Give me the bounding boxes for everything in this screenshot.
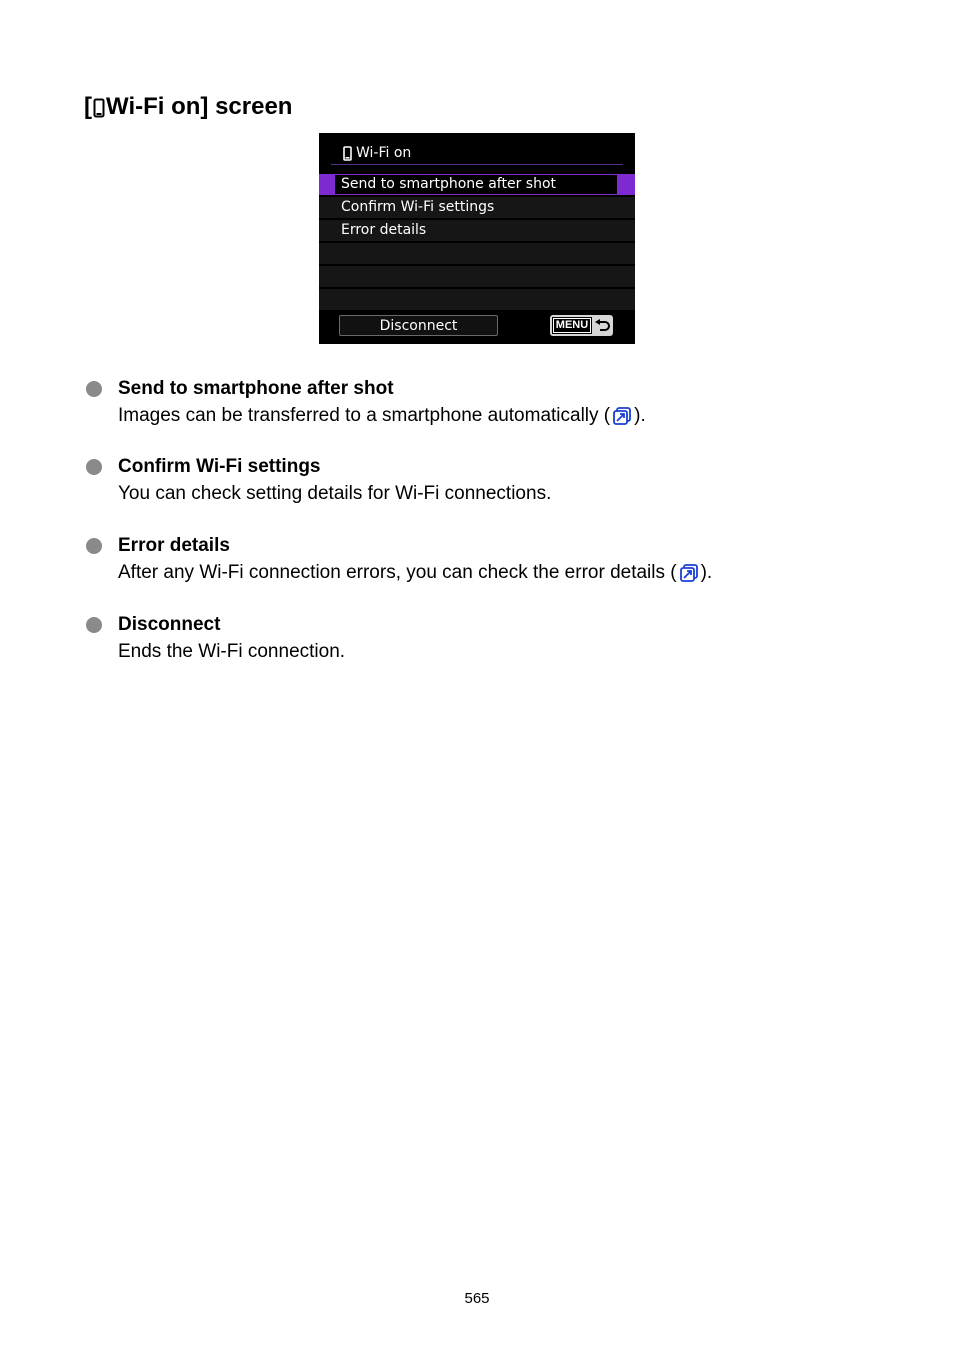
item-description [118,560,712,586]
menu-item-empty [319,289,635,312]
camera-screen-footer [319,310,635,344]
menu-item-empty [319,266,635,289]
item-description-text: You can check setting details for Wi-Fi connections. [118,483,552,504]
disconnect-button[interactable]: Disconnect [339,315,498,336]
menu-item-empty [319,243,635,266]
cross-reference-icon[interactable] [612,406,632,426]
camera-screen-title [343,144,411,162]
page-number: 565 [464,1290,490,1307]
item-description-suffix: ). [700,562,713,583]
return-arrow-icon [594,319,610,333]
item-title: Send to smartphone after shot [118,378,394,399]
item-description-text: Ends the Wi-Fi connection. [118,641,346,662]
item-description [118,481,551,507]
bullet-icon [86,381,102,397]
smartphone-icon [343,146,352,161]
menu-item-error-details[interactable] [319,220,635,243]
heading-prefix: [ [84,93,92,120]
smartphone-icon [93,98,105,118]
menu-item-send-to-smartphone[interactable] [319,174,635,197]
item-description-suffix: ). [634,405,646,426]
item-title: Error details [118,535,230,556]
item-description-text: Images can be transferred to a smartphone automatically ( [118,405,611,426]
bullet-icon [86,538,102,554]
camera-screen-title-text: Wi-Fi on [356,145,412,161]
menu-key-label: MENU [553,318,591,333]
title-divider [331,164,623,165]
section-heading [84,90,292,124]
menu-item-label: Error details [341,222,427,238]
item-description-text: After any Wi-Fi connection errors, you can check the error details ( [118,562,677,583]
menu-item-label: Confirm Wi-Fi settings [341,199,495,215]
menu-back-button[interactable] [550,315,613,336]
menu-item-label: Send to smartphone after shot [341,176,557,192]
item-description [118,403,646,429]
cross-reference-icon[interactable] [679,563,699,583]
bullet-icon [86,617,102,633]
menu-item-confirm-wifi-settings[interactable] [319,197,635,220]
item-title: Disconnect [118,614,221,635]
item-description [118,639,345,665]
camera-screen [319,133,635,344]
bullet-icon [86,459,102,475]
heading-text: Wi-Fi on] screen [106,93,293,120]
item-title: Confirm Wi-Fi settings [118,456,321,477]
